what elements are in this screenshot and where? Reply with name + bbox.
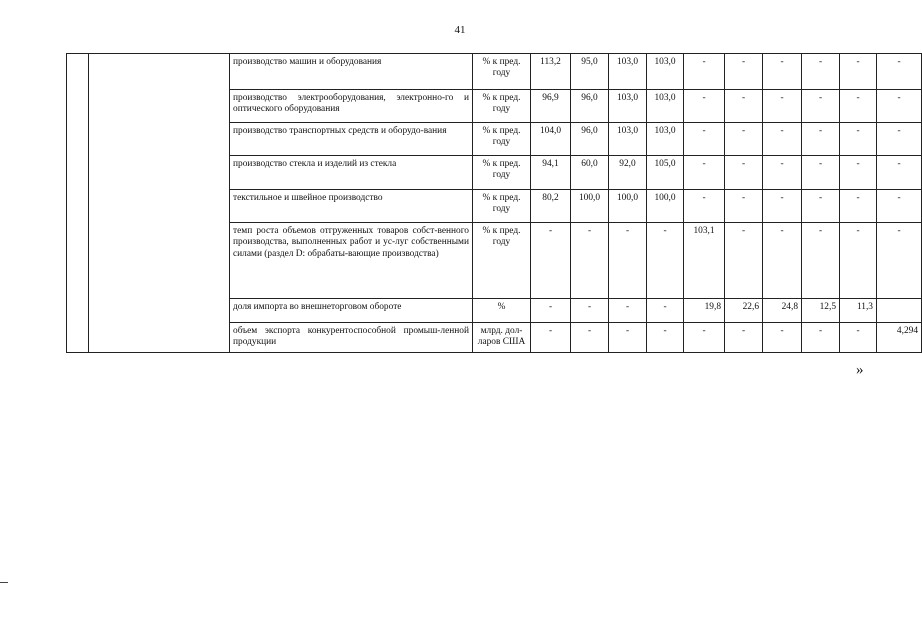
- unit-cell: % к пред. году: [473, 190, 531, 223]
- indicator-name-cell: объем экспорта конкурентоспособной промыш-ленной продукции: [230, 323, 473, 353]
- page-number: 41: [454, 24, 466, 36]
- value-cell: 105,0: [647, 156, 684, 190]
- value-cell: -: [840, 90, 877, 123]
- indicator-name-cell: текстильное и швейное производство: [230, 190, 473, 223]
- value-cell: -: [802, 54, 840, 90]
- value-cell: 95,0: [571, 54, 609, 90]
- value-cell: -: [531, 223, 571, 299]
- value-cell: 12,5: [802, 299, 840, 323]
- indicator-name-cell: производство стекла и изделий из стекла: [230, 156, 473, 190]
- value-cell: -: [840, 323, 877, 353]
- value-cell: -: [763, 123, 802, 156]
- value-cell: -: [763, 323, 802, 353]
- value-cell: -: [725, 223, 763, 299]
- value-cell: -: [609, 299, 647, 323]
- value-cell: -: [877, 223, 922, 299]
- value-cell: -: [725, 123, 763, 156]
- unit-cell: % к пред. году: [473, 123, 531, 156]
- value-cell: -: [531, 299, 571, 323]
- value-cell: -: [684, 156, 725, 190]
- value-cell: [877, 299, 922, 323]
- unit-cell: % к пред. году: [473, 156, 531, 190]
- value-cell: -: [571, 223, 609, 299]
- blank-cell-goal: [89, 54, 230, 353]
- indicator-name-cell: производство транспортных средств и оборудо-вания: [230, 123, 473, 156]
- value-cell: 24,8: [763, 299, 802, 323]
- value-cell: 103,0: [647, 123, 684, 156]
- value-cell: -: [877, 54, 922, 90]
- value-cell: -: [571, 323, 609, 353]
- value-cell: 100,0: [647, 190, 684, 223]
- unit-cell: %: [473, 299, 531, 323]
- value-cell: -: [647, 223, 684, 299]
- value-cell: -: [647, 299, 684, 323]
- value-cell: -: [684, 123, 725, 156]
- value-cell: -: [763, 223, 802, 299]
- unit-cell: % к пред. году: [473, 90, 531, 123]
- value-cell: 11,3: [840, 299, 877, 323]
- indicator-name-cell: производство машин и оборудования: [230, 54, 473, 90]
- value-cell: 4,294: [877, 323, 922, 353]
- value-cell: 103,0: [609, 54, 647, 90]
- unit-cell: % к пред. году: [473, 223, 531, 299]
- value-cell: 104,0: [531, 123, 571, 156]
- value-cell: -: [609, 223, 647, 299]
- value-cell: -: [802, 323, 840, 353]
- value-cell: -: [609, 323, 647, 353]
- margin-dash: [0, 582, 8, 583]
- value-cell: -: [877, 190, 922, 223]
- value-cell: 96,0: [571, 90, 609, 123]
- indicators-table: [66, 53, 922, 353]
- value-cell: -: [802, 123, 840, 156]
- indicator-name-cell: доля импорта во внешнеторговом обороте: [230, 299, 473, 323]
- value-cell: -: [802, 223, 840, 299]
- value-cell: 19,8: [684, 299, 725, 323]
- value-cell: -: [763, 54, 802, 90]
- value-cell: 103,1: [684, 223, 725, 299]
- value-cell: -: [725, 90, 763, 123]
- value-cell: 94,1: [531, 156, 571, 190]
- value-cell: 22,6: [725, 299, 763, 323]
- indicator-name-cell: темп роста объемов отгруженных товаров собст-венного производства, выполненных работ и ус-луг собственными силами (раздел D: обрабаты-вающие производства): [230, 223, 473, 299]
- value-cell: -: [725, 54, 763, 90]
- value-cell: -: [725, 190, 763, 223]
- value-cell: 92,0: [609, 156, 647, 190]
- value-cell: -: [725, 323, 763, 353]
- value-cell: -: [725, 156, 763, 190]
- value-cell: -: [531, 323, 571, 353]
- value-cell: -: [840, 156, 877, 190]
- value-cell: 96,9: [531, 90, 571, 123]
- value-cell: -: [802, 190, 840, 223]
- value-cell: -: [684, 323, 725, 353]
- value-cell: 113,2: [531, 54, 571, 90]
- blank-cell-number: [67, 54, 89, 353]
- value-cell: -: [763, 90, 802, 123]
- value-cell: 60,0: [571, 156, 609, 190]
- value-cell: -: [684, 90, 725, 123]
- value-cell: 103,0: [609, 90, 647, 123]
- indicator-name-cell: производство электрооборудования, электронно-го и оптического оборудования: [230, 90, 473, 123]
- value-cell: -: [647, 323, 684, 353]
- value-cell: -: [763, 156, 802, 190]
- value-cell: -: [840, 54, 877, 90]
- value-cell: 100,0: [571, 190, 609, 223]
- value-cell: -: [877, 156, 922, 190]
- value-cell: 100,0: [609, 190, 647, 223]
- value-cell: -: [877, 90, 922, 123]
- table-row: [67, 54, 922, 90]
- value-cell: -: [802, 90, 840, 123]
- value-cell: -: [877, 123, 922, 156]
- value-cell: -: [684, 190, 725, 223]
- value-cell: 103,0: [609, 123, 647, 156]
- value-cell: 80,2: [531, 190, 571, 223]
- value-cell: -: [840, 123, 877, 156]
- value-cell: -: [571, 299, 609, 323]
- value-cell: 103,0: [647, 90, 684, 123]
- unit-cell: млрд. дол-ларов США: [473, 323, 531, 353]
- unit-cell: % к пред. году: [473, 54, 531, 90]
- value-cell: -: [684, 54, 725, 90]
- value-cell: -: [763, 190, 802, 223]
- value-cell: -: [802, 156, 840, 190]
- value-cell: -: [840, 190, 877, 223]
- value-cell: 96,0: [571, 123, 609, 156]
- value-cell: 103,0: [647, 54, 684, 90]
- value-cell: -: [840, 223, 877, 299]
- closing-quote-mark: »: [856, 362, 864, 378]
